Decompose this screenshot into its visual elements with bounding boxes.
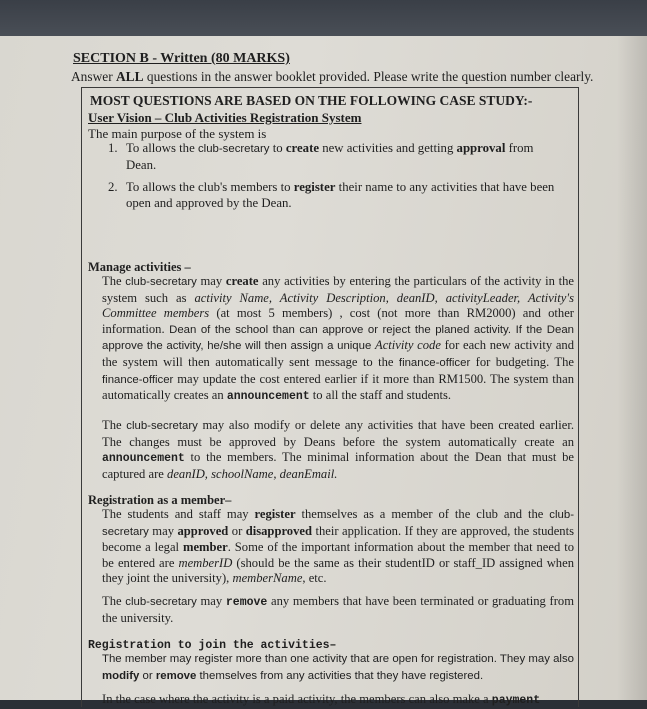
exam-page <box>0 36 647 707</box>
join-activities-paragraph-1: The member may register more than one activity that are open for registration. They may also modify or remove themselves from any activities that they have registered. <box>102 653 574 682</box>
case-study-subheading: User Vision – Club Activities Registration System <box>88 110 362 125</box>
member-registration-paragraph-1: The students and staff may register themselves as a member of the club and the club-secretary may approved or disapproved their application. If they are approved, the students become a legal member. Some of the important information about the member that need to be entered are memberID (should be the same as their studentID or staff_ID assigned when they joint the university), memberName, etc. <box>102 507 574 586</box>
member-registration-heading: Registration as a member– <box>88 493 232 507</box>
section-instruction: Answer ALL questions in the answer booklet provided. Please write the question number clearly. <box>71 69 594 84</box>
case-study-intro: The main purpose of the system is <box>88 126 267 141</box>
manage-activities-paragraph-1: The club-secretary may create any activities by entering the particulars of the activity in the system such as activity Name, Activity Description, deanID, activityLeader, Activity's Committee members (at most 5 members) , cost (not more than RM2000) and other information. Dean of the school than can approve or reject the planed activity. If the Dean approve the activity, he/she will then assign a unique Activity code for each new activity and the system will then automatically sent message to the finance-officer for budgeting. The finance-officer may update the cost entered earlier if it more than RM1500. The system than automatically creates an announcement to all the staff and students. <box>102 274 575 404</box>
manage-activities-heading: Manage activities – <box>88 260 191 274</box>
member-registration-paragraph-2: The club-secretary may remove any members that have been terminated or graduating from the university. <box>102 594 574 625</box>
case-study-box <box>81 87 579 707</box>
case-study-heading: MOST QUESTIONS ARE BASED ON THE FOLLOWING CASE STUDY:- <box>90 93 533 108</box>
section-title: SECTION B - Written (80 MARKS) <box>73 51 290 66</box>
photo-top-edge <box>0 0 647 38</box>
purpose-item: 2. To allows the club's members to register their name to any activities that have been open and approved by the Dean. <box>108 180 555 210</box>
join-activities-heading: Registration to join the activities– <box>88 639 337 652</box>
manage-activities-paragraph-2: The club-secretary may also modify or delete any activities that have been created earlier. The changes must be approved by Deans before the system automatically create an announcement to the members. The minimal information about the Dean that must be captured are deanID, schoolName, deanEmail. <box>102 418 575 481</box>
purpose-item: 1. To allows the club-secretary to create new activities and getting approval from Dean. <box>108 141 534 172</box>
join-activities-paragraph-2: In the case where the activity is a paid activity, the members can also make a payment <box>102 692 541 707</box>
purpose-list <box>90 140 560 217</box>
